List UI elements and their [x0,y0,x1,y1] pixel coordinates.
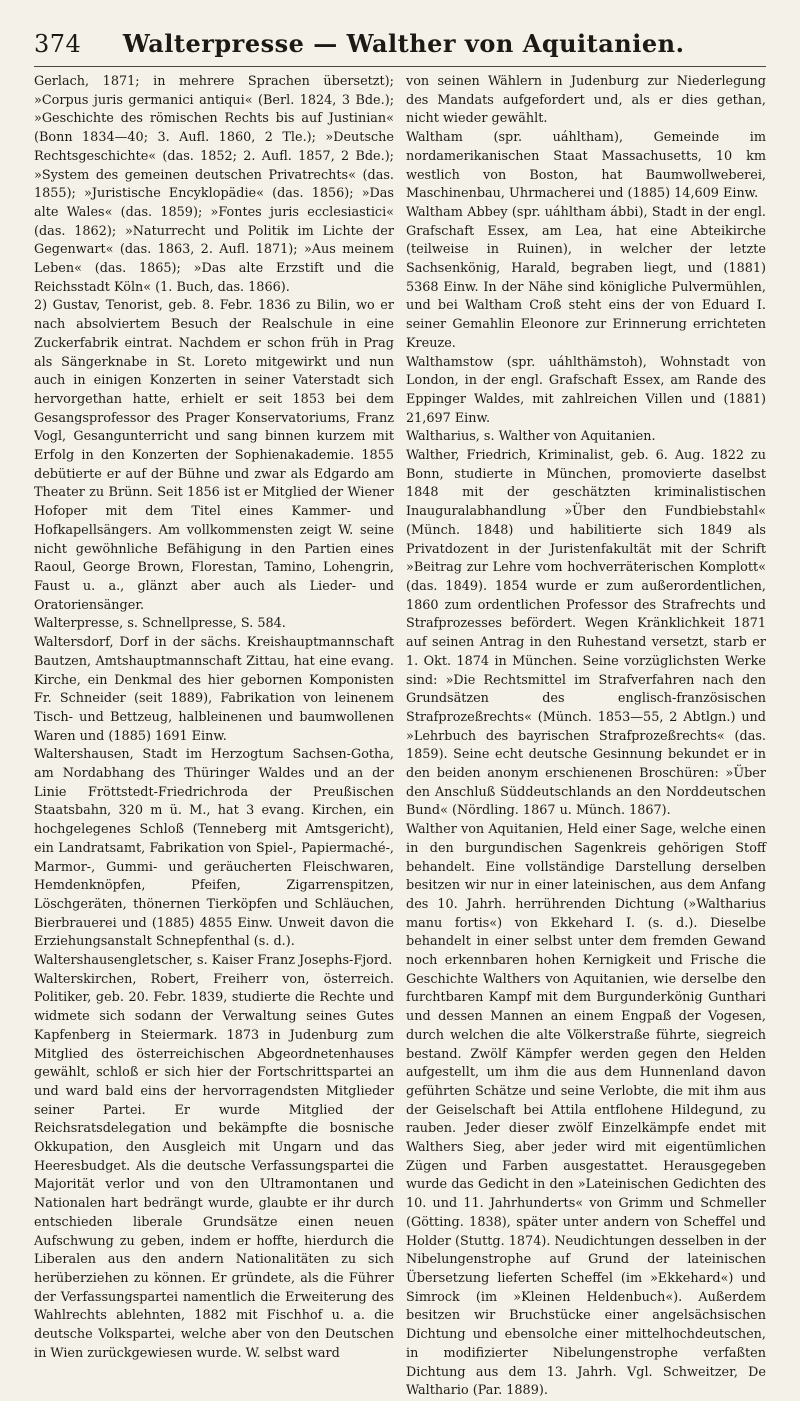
left-column [34,73,394,1401]
entry-continuation: Gerlach, 1871; in mehrere Sprachen übersetzt); »Corpus juris germanici antiqui« (Berl. 1824, 3 Bde.); »Geschichte des römischen Rechts bis auf Justinian« (Bonn 1834—40; 3. Aufl. 1860, 2 Tle.); »Deutsche Rechtsgeschichte« (das. 1852; 2. Aufl. 1857, 2 Bde.); »System des gemeinen deutschen Privatrechts« (das. 1855); »Juristische Encyklopädie« (das. 1856); »Das alte Wales« (das. 1859); »Fontes juris ecclesiastici« (das. 1862); »Naturrecht und Politik im Lichte der Gegenwart« (das. 1863, 2. Aufl. 1871); »Aus meinem Leben« (das. 1865); »Das alte Erzstift und die Reichsstadt Köln« (1. Buch, das. 1866). [34,74,394,295]
entry-walthamstow: Walthamstow (spr. uáhlthämstoh), Wohnstadt von London, in der engl. Grafschaft Essex, am Rande des Eppinger Waldes, mit zahlreichen Villen und (1881) 21,697 Einw. [406,354,766,426]
entry-waltersdorf: Waltersdorf, Dorf in der sächs. Kreishauptmannschaft Bautzen, Amtshauptmannschaft Zittau, hat eine evang. Kirche, ein Denkmal des hier gebornen Komponisten Fr. Schneider (seit 1889), Fabrikation von leinenem Tisch- und Bettzeug, halbleinenen und baumwollenen Waren und (1885) 1691 Einw. [34,635,394,744]
entry-continuation-right: von seinen Wählern in Judenburg zur Niederlegung des Mandats aufgefordert und, als er dies gethan, nicht wieder gewählt. [406,74,766,127]
running-title: Walterpresse — Walther von Aquitanien. [122,29,685,58]
entry-waltershausengletscher: Waltershausengletscher, s. Kaiser Franz Josephs-Fjord. [34,953,393,969]
entry-walther-von-aquitanien: Walther von Aquitanien, Held einer Sage, welche einen in den burgundischen Sagenkreis gehörigen Stoff behandelt. Eine vollständige Darstellung derselben besitzen wir nur in einer lateinischen, aus dem Anfang des 10. Jahrh. herrührenden Dichtung (»Waltharius manu fortis«) von Ekkehard I. (s. d.). Dieselbe behandelt in einer selbst unter dem fremden Gewand noch erkennbaren hohen Kernigkeit und Frische die Geschichte Walthers von Aquitanien, wie derselbe den furchtbaren Kampf mit dem Burgunderkönig Gunthari und dessen Mannen an einem Engpaß der Vogesen, durch welchen die alte Völkerstraße führte, siegreich bestand. Zwölf Kämpfer werden gegen den Helden aufgestellt, um ihm die aus dem Hunnenland davon geführten Schätze und seine Verlobte, die mit ihm aus der Geiselschaft bei Attila entflohene Hildegund, zu rauben. Jeder dieser zwölf Einzelkämpfe endet mit Walthers Sieg, aber jeder wird mit eigentümlichen Zügen und Farben ausgestattet. Herausgegeben wurde das Gedicht in den »Lateinischen Gedichten des 10. und 11. Jahrhunderts« von Grimm und Schmeller (Götting. 1838), später unter andern von Scheffel und Holder (Stuttg. 1874). Neudichtungen desselben in der Nibelungenstrophe auf Grund der lateinischen Übersetzung lieferten Scheffel (im »Ekkehard«) und Simrock (im »Kleinen Heldenbuch«). Außerdem besitzen wir Bruchstücke einer angelsächsischen Dichtung und ebensolche einer mittelhochdeutschen, in modifizierter Nibelungenstrophe verfaßten Dichtung aus dem 13. Jahrh. Vgl. Schweitzer, De Walthario (Par. 1889). [406,822,766,1399]
entry-waltharius: Waltharius, s. Walther von Aquitanien. [406,429,656,445]
two-column-text [34,73,766,1401]
page-header [34,0,766,66]
entry-walterskirchen: Walterskirchen, Robert, Freiherr von, österreich. Politiker, geb. 20. Febr. 1839, studierte die Rechte und widmete sich sodann der Verwaltung seines Gutes Kapfenberg in Steiermark. 1873 in Judenburg zum Mitglied des österreichischen Abgeordnetenhauses gewählt, schloß er sich hier der Fortschrittspartei an und ward bald eins der hervorragendsten Mitglieder seiner Partei. Er wurde Mitglied der Reichsratsdelegation und bekämpfte die bosnische Okkupation, den Ausgleich mit Ungarn und das Heeresbudget. Als die deutsche Verfassungspartei die Majorität verlor und von den Ultramontanen und Nationalen hart bedrängt wurde, glaubte er ihr durch entschieden liberale Grundsätze einen neuen Aufschwung zu geben, indem er hoffte, hierdurch die Liberalen aus den andern Nationalitäten zu sich herüberziehen zu können. Er gründete, als die Führer der Verfassungspartei namentlich die Erweiterung des Wahlrechts ablehnten, 1882 mit Fischhof u. a. die deutsche Volkspartei, welche aber von den Deutschen in Wien zurückgewiesen wurde. W. selbst ward [34,971,394,1361]
page-number: 374 [34,30,82,58]
header-rule [34,66,766,67]
right-column [406,73,766,1401]
entry-waltham: Waltham (spr. uáhltham), Gemeinde im nordamerikanischen Staat Massachusetts, 10 km westlich von Boston, hat Baumwollweberei, Maschinenbau, Uhrmacherei und (1885) 14,609 Einw. [406,130,766,202]
entry-gustav-walter: 2) Gustav, Tenorist, geb. 8. Febr. 1836 zu Bilin, wo er nach absolviertem Besuch der Realschule in eine Zuckerfabrik eintrat. Nachdem er schon früh in Prag als Sängerknabe in St. Loreto mitgewirkt und nun auch in einigen Konzerten in seiner Vaterstadt sich hervorgethan hatte, erhielt er seit 1853 bei dem Gesangsprofessor des Prager Konservatoriums, Franz Vogl, Gesangunterricht und sang binnen kurzem mit Erfolg in den Konzerten der Sophienakademie. 1855 debütierte er auf der Bühne und zwar als Edgardo am Theater zu Brünn. Seit 1856 ist er Mitglied der Wiener Hofoper mit dem Titel eines Kammer- und Hofkapellsängers. Am vollkommensten zeigt W. seine nicht gewöhnliche Befähigung in den Partien eines Raoul, George Brown, Florestan, Tamino, Lohengrin, Faust u. a., glänzt aber auch als Lieder- und Oratoriensänger. [34,298,394,613]
entry-walther-friedrich: Walther, Friedrich, Kriminalist, geb. 6. Aug. 1822 zu Bonn, studierte in München, promovierte daselbst 1848 mit der geschätzten kriminalistischen Inauguralabhandlung »Über den Fundbiebstahl« (Münch. 1848) und habilitierte sich 1849 als Privatdozent in der Juristenfakultät mit der Schrift »Beitrag zur Lehre vom hochverräterischen Komplott« (das. 1849). 1854 wurde er zum außerordentlichen, 1860 zum ordentlichen Professor des Strafrechts und Strafprozesses befördert. Wegen Kränklichkeit 1871 auf seinen Antrag in den Ruhestand versetzt, starb er 1. Okt. 1874 in München. Seine vorzüglichsten Werke sind: »Die Rechtsmittel im Strafverfahren nach den Grundsätzen des englisch-französischen Strafprozeßrechts« (Münch. 1853—55, 2 Abtlgn.) und »Lehrbuch des bayrischen Strafprozeßrechts« (das. 1859). Seine echt deutsche Gesinnung bekundet er in den beiden anonym erschienenen Broschüren: »Über den Anschluß Süddeutschlands an den Norddeutschen Bund« (Nördling. 1867 u. Münch. 1867). [406,448,766,819]
entry-waltham-abbey: Waltham Abbey (spr. uáhltham ábbi), Stadt in der engl. Grafschaft Essex, am Lea, hat eine Abteikirche (teilweise in Ruinen), in welcher der letzte Sachsenkönig, Harald, begraben liegt, und (1881) 5368 Einw. In der Nähe sind königliche Pulvermühlen, und bei Waltham Croß steht eins der von Eduard I. seiner Gemahlin Eleonore zur Erinnerung errichteten Kreuze. [406,204,766,351]
entry-walterpresse: Walterpresse, s. Schnellpresse, S. 584. [34,616,286,632]
entry-waltershausen: Waltershausen, Stadt im Herzogtum Sachsen-Gotha, am Nordabhang des Thüringer Waldes und an der Linie Fröttstedt-Friedrichroda der Preußischen Staatsbahn, 320 m ü. M., hat 3 evang. Kirchen, ein hochgelegenes Schloß (Tenneberg mit Amtsgericht), ein Landratsamt, Fabrikation von Spiel-, Papiermaché-, Marmor-, Gummi- und geräucherten Fleischwaren, Hemdenknöpfen, Pfeifen, Zigarrenspitzen, Löschgeräten, thönernen Tierköpfen und Schläuchen, Bierbrauerei und (1885) 4855 Einw. Unweit davon die Erziehungsanstalt Schnepfenthal (s. d.). [34,747,394,950]
